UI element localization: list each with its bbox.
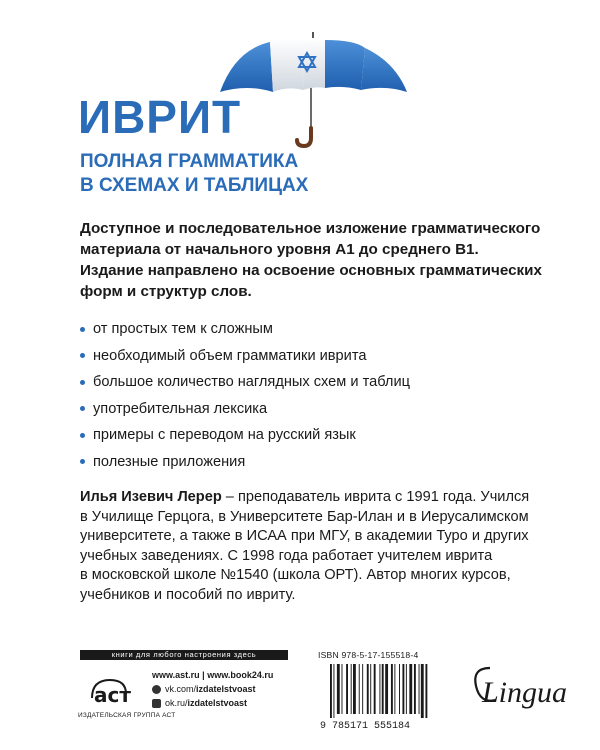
publisher-slogan-bar: книги для любого настроения здесь	[80, 650, 288, 660]
book-subtitle	[80, 150, 308, 198]
barcode-bar	[391, 664, 393, 714]
list-item: примеры с переводом на русский язык	[80, 422, 410, 449]
barcode-bar	[367, 664, 369, 714]
intro-line: форм и структур слов.	[80, 283, 252, 300]
bullet-icon	[80, 327, 85, 332]
barcode-bar	[379, 664, 380, 714]
barcode-bar	[337, 664, 340, 714]
bullet-icon	[80, 459, 85, 464]
vk-link[interactable]: vk.com/izdatelstvoast	[165, 684, 256, 694]
barcode-bar	[414, 664, 416, 714]
list-item: полезные приложения	[80, 449, 410, 476]
barcode-bar	[346, 664, 348, 714]
subtitle-line: ПОЛНАЯ ГРАММАТИКА	[80, 151, 299, 172]
intro-paragraph	[80, 218, 542, 302]
intro-line: Издание направлено на освоение основных грамматических	[80, 262, 542, 279]
barcode-bar	[399, 664, 400, 714]
site-links[interactable]: www.ast.ru | www.book24.ru	[152, 670, 274, 680]
list-item: употребительная лексика	[80, 396, 410, 423]
barcode-bar	[394, 664, 395, 714]
barcode-bar	[362, 664, 363, 714]
barcode-bar	[330, 664, 332, 718]
bio-line: в Училище Герцога, в Университете Бар-Илан и в Иерусалимском	[80, 508, 529, 525]
barcode-bar	[333, 664, 334, 718]
barcode-bar	[402, 664, 404, 714]
bullet-icon	[80, 433, 85, 438]
barcode	[316, 662, 460, 730]
intro-line: Доступное и последовательное изложение грамматического	[80, 220, 541, 237]
barcode-bar	[382, 664, 384, 714]
bio-line: учебников и пособий по ивриту.	[80, 586, 296, 603]
bio-line: – преподаватель иврита с 1991 года. Учился	[221, 489, 530, 505]
bio-line: в московской школе №1540 (школа ОРТ). Автор многих курсов,	[80, 567, 511, 583]
barcode-bar	[419, 664, 420, 714]
author-bio	[80, 488, 530, 605]
barcode-bar	[385, 664, 388, 714]
barcode-bar	[342, 664, 343, 714]
ok-icon	[152, 699, 161, 708]
bullet-icon	[80, 406, 85, 411]
ok-link[interactable]: ok.ru/izdatelstvoast	[165, 698, 248, 708]
barcode-bar	[353, 664, 356, 714]
publisher-caption: ИЗДАТЕЛЬСКАЯ ГРУППА АСТ	[78, 712, 176, 719]
barcode-bar	[425, 664, 427, 718]
publisher-logo-text: аст	[94, 683, 131, 707]
author-name: Илья Изевич Лерер	[80, 489, 222, 505]
barcode-bar	[421, 664, 424, 718]
book-title: ИВРИТ	[78, 91, 242, 143]
bio-line: учебных заведениях. С 1998 года работает учителем иврита	[80, 547, 493, 564]
intro-line: материала от начального уровня A1 до среднего B1.	[80, 241, 479, 258]
barcode-digits: 9 785171 555184	[320, 721, 411, 730]
subtitle-line: В СХЕМАХ И ТАБЛИЦАХ	[80, 175, 309, 196]
imprint-logo	[468, 660, 578, 716]
barcode-bar	[409, 664, 412, 714]
bullet-icon	[80, 380, 85, 385]
publisher-logo	[86, 668, 146, 708]
isbn: ISBN 978-5-17-155518-4	[318, 650, 419, 660]
list-item: большое количество наглядных схем и таблиц	[80, 369, 410, 396]
bio-line: университете, а также в ИСАА при МГУ, в академии Туро и других	[80, 528, 529, 544]
imprint-logo-text: Lingua	[482, 676, 568, 709]
barcode-bar	[370, 664, 371, 714]
vk-icon	[152, 685, 161, 694]
publisher-links	[152, 668, 273, 710]
list-item: необходимый объем грамматики иврита	[80, 343, 410, 370]
barcode-bar	[359, 664, 360, 714]
barcode-bar	[406, 664, 407, 714]
umbrella-illustration	[215, 30, 415, 150]
bullet-icon	[80, 353, 85, 358]
barcode-bar	[374, 664, 376, 714]
feature-list	[80, 316, 410, 475]
barcode-bar	[351, 664, 352, 714]
list-item: от простых тем к сложным	[80, 316, 410, 343]
